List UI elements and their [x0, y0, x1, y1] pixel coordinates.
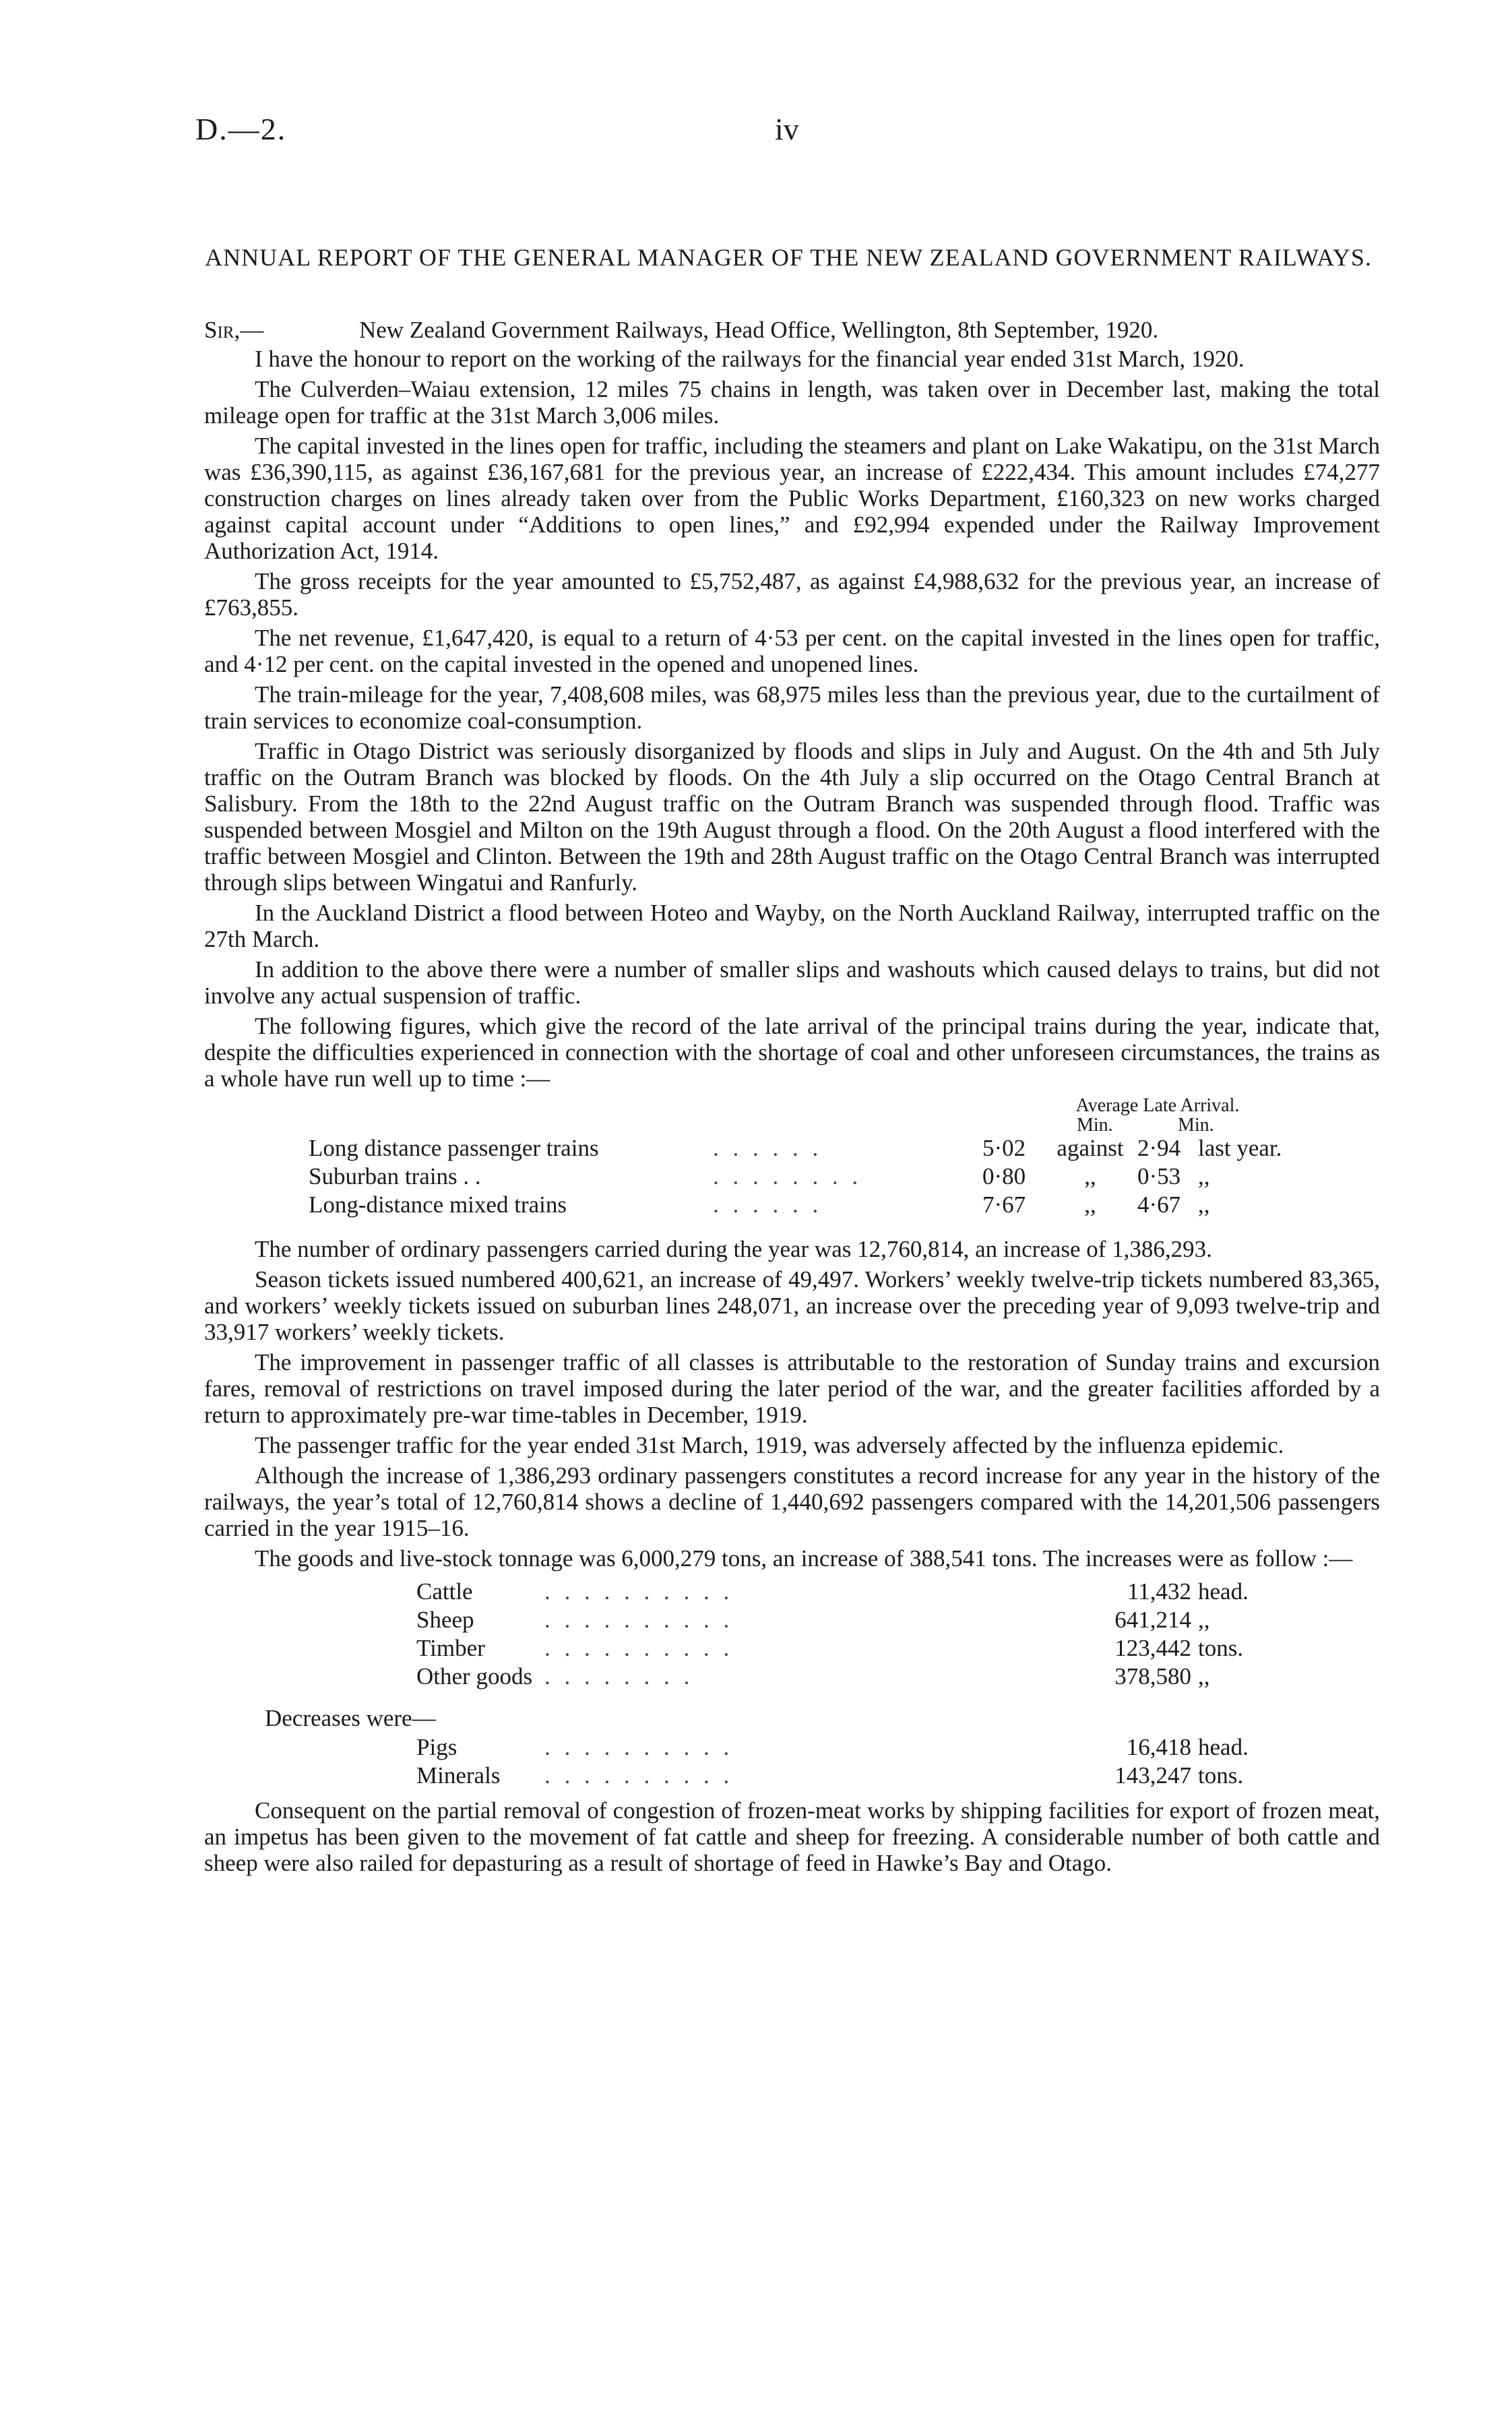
document-reference: D.—2. — [195, 112, 287, 146]
paragraph: The number of ordinary passengers carried during the year was 12,760,814, an increase of 1,386,293. — [255, 1236, 1212, 1262]
leader-dots: . . . . . . . . . . — [544, 1762, 734, 1789]
leader-dots: . . . . . . — [713, 1135, 823, 1161]
unit: tons. — [1198, 1762, 1244, 1789]
paragraph: Traffic in Otago District was seriously disorganized by floods and slips in July and August. On the 4th and 5th July traffic on the Outram Branch was blocked by floods. On the 4th July a slip occurred on the Otago Central Branch at Salisbury. From the 18th to the 22nd August traffic on the Outram Branch was suspended through flood. Traffic was suspended between Mosgiel and Milton on the 19th August through a flood. On the 20th August a flood interfered with the traffic between Mosgiel and Clinton. Between the 19th and 28th August traffic on the Otago Central Branch was interrupted through slips between Wingatui and Ranfurly. — [204, 738, 1380, 896]
paragraph: The train-mileage for the year, 7,408,608 miles, was 68,975 miles less than the previous year, due to the curtailment of train services to economize coal-consumption. — [204, 681, 1380, 734]
quantity: 11,432 — [1127, 1578, 1191, 1605]
table-row — [309, 1163, 1319, 1191]
leader-dots: . . . . . . — [713, 1191, 823, 1218]
paragraph: I have the honour to report on the working of the railways for the financial year ended 31st March, 1920. — [255, 346, 1245, 372]
table-row — [309, 1135, 1319, 1163]
current-minutes: 5·02 — [982, 1135, 1026, 1161]
column-header-min: Min. — [1178, 1115, 1214, 1136]
paragraph: In the Auckland District a flood between Hoteo and Wayby, on the North Auckland Railway, interrupted traffic on the 27th March. — [204, 900, 1380, 952]
late-arrival-heading: Average Late Arrival. — [1075, 1095, 1240, 1116]
paragraph: Season tickets issued numbered 400,621, an increase of 49,497. Workers’ weekly twelve-trip tickets numbered 83,365, and workers’ weekly tickets issued on suburban lines 248,071, an increase over the preceding year of 9,093 twelve-trip and 33,917 workers’ weekly tickets. — [204, 1266, 1380, 1345]
paragraph: The net revenue, £1,647,420, is equal to a return of 4·53 per cent. on the capital invested in the lines open for traffic, and 4·12 per cent. on the capital invested in the opened and unopened lines. — [204, 625, 1380, 677]
report-body — [204, 317, 1380, 1880]
salutation: Sir,— — [204, 317, 264, 343]
current-minutes: 0·80 — [982, 1163, 1026, 1189]
leader-dots: . . . . . . . . — [544, 1663, 694, 1689]
previous-minutes: 2·94 — [1137, 1135, 1181, 1161]
table-row — [204, 1663, 1380, 1692]
page-number: iv — [775, 112, 799, 146]
paragraph: The following figures, which give the record of the late arrival of the principal trains during the year, indicate that, despite the difficulties experienced in connection with the shortage of coal and other unforeseen circumstances, the trains as a whole have run well up to time :— — [204, 1013, 1380, 1092]
quantity: 16,418 — [1126, 1734, 1191, 1760]
quantity: 378,580 — [1114, 1663, 1191, 1689]
connector: against — [1057, 1135, 1124, 1161]
table-row — [204, 1762, 1380, 1791]
unit: ,, — [1198, 1663, 1210, 1689]
paragraph: The improvement in passenger traffic of all classes is attributable to the restoration of Sunday trains and excursion fares, removal of restrictions on travel imposed during the later period of the war, and the greater facilities afforded by a return to approximately pre-war time-tables in December, 1919. — [204, 1349, 1380, 1428]
decreases-heading: Decreases were— — [265, 1705, 436, 1731]
leader-dots: . . . . . . . . . . — [544, 1578, 734, 1605]
unit: ,, — [1198, 1607, 1210, 1633]
current-minutes: 7·67 — [982, 1191, 1026, 1218]
train-type: Suburban trains . . — [309, 1163, 481, 1189]
late-arrival-table — [309, 1096, 1319, 1220]
leader-dots: . . . . . . . . . . — [544, 1635, 734, 1661]
commodity: Minerals — [416, 1762, 501, 1789]
paragraph: Consequent on the partial removal of congestion of frozen-meat works by shipping facilities for export of frozen meat, an impetus has been given to the movement of fat cattle and sheep for freezing. A considerable number of both cattle and sheep were also railed for depasturing as a result of shortage of feed in Hawke’s Bay and Otago. — [204, 1797, 1380, 1876]
connector: ,, — [1084, 1191, 1096, 1218]
unit: head. — [1198, 1578, 1249, 1605]
suffix: last year. — [1198, 1135, 1282, 1161]
paragraph: In addition to the above there were a number of smaller slips and washouts which caused delays to trains, but did not involve any actual suspension of traffic. — [204, 956, 1380, 1009]
report-title: ANNUAL REPORT OF THE GENERAL MANAGER OF THE NEW ZEALAND GOVERNMENT RAILWAYS. — [205, 244, 1372, 271]
table-row — [204, 1578, 1380, 1607]
unit: tons. — [1198, 1635, 1244, 1661]
paragraph: The gross receipts for the year amounted to £5,752,487, as against £4,988,632 for the previous year, an increase of £763,855. — [204, 568, 1380, 621]
commodity: Pigs — [416, 1734, 458, 1760]
suffix: ,, — [1198, 1163, 1210, 1189]
commodity: Cattle — [416, 1578, 473, 1605]
paragraph: Although the increase of 1,386,293 ordinary passengers constitutes a record increase for any year in the history of the railways, the year’s total of 12,760,814 shows a decline of 1,440,692 passengers compared with the 14,201,506 passengers carried in the year 1915–16. — [204, 1462, 1380, 1541]
leader-dots: . . . . . . . . — [713, 1163, 862, 1189]
column-header-min: Min. — [1077, 1115, 1113, 1136]
paragraph: The passenger traffic for the year ended 31st March, 1919, was adversely affected by the influenza epidemic. — [255, 1432, 1284, 1458]
table-row — [309, 1191, 1319, 1220]
table-row — [204, 1734, 1380, 1762]
quantity: 123,442 — [1114, 1635, 1191, 1661]
unit: head. — [1198, 1734, 1249, 1760]
quantity: 143,247 — [1114, 1762, 1191, 1789]
leader-dots: . . . . . . . . . . — [544, 1607, 734, 1633]
paragraph: The Culverden–Waiau extension, 12 miles 75 chains in length, was taken over in December last, making the total mileage open for traffic at the 31st March 3,006 miles. — [204, 376, 1380, 429]
table-row — [204, 1607, 1380, 1635]
increases-table — [204, 1578, 1380, 1791]
table-row — [204, 1635, 1380, 1663]
commodity: Other goods — [416, 1663, 533, 1689]
previous-minutes: 4·67 — [1137, 1191, 1181, 1218]
connector: ,, — [1084, 1163, 1096, 1189]
leader-dots: . . . . . . . . . . — [544, 1734, 734, 1760]
salutation-line — [204, 317, 1380, 343]
suffix: ,, — [1198, 1191, 1210, 1218]
previous-minutes: 0·53 — [1137, 1163, 1181, 1189]
train-type: Long distance passenger trains — [309, 1135, 599, 1161]
commodity: Sheep — [416, 1607, 474, 1633]
commodity: Timber — [416, 1635, 485, 1661]
train-type: Long-distance mixed trains — [309, 1191, 567, 1218]
paragraph: The goods and live-stock tonnage was 6,000,279 tons, an increase of 388,541 tons. The increases were as follow :— — [255, 1545, 1353, 1572]
address-date: New Zealand Government Railways, Head Office, Wellington, 8th September, 1920. — [359, 317, 1159, 343]
paragraph: The capital invested in the lines open for traffic, including the steamers and plant on Lake Wakatipu, on the 31st March was £36,390,115, as against £36,167,681 for the previous year, an increase of £222,434. This amount includes £74,277 construction charges on lines already taken over from the Public Works Department, £160,323 on new works charged against capital account under “Additions to open lines,” and £92,994 expended under the Railway Improvement Authorization Act, 1914. — [204, 433, 1380, 564]
quantity: 641,214 — [1114, 1607, 1191, 1633]
